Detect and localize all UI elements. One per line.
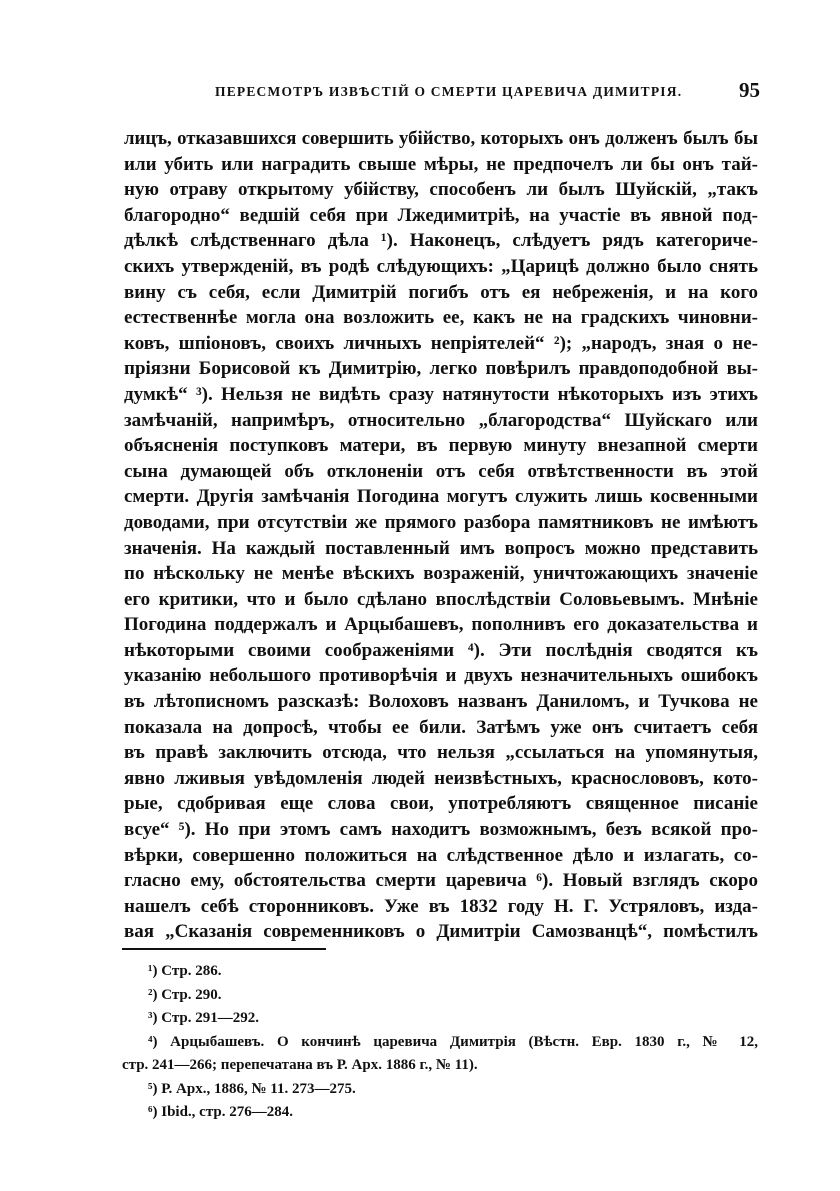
text-line: его критики, что и было сдѣлано впослѣдствіи Соловьевымъ. Мнѣніе — [124, 588, 758, 610]
text-line: указанію небольшого противорѣчія и двухъ незначительныхъ ошибокъ — [124, 665, 758, 687]
text-line: въ правѣ заключить отсюда, что нельзя „ссылаться на упомянутыя, — [124, 742, 758, 764]
text-line: въ лѣтописномъ разсказѣ: Волоховъ названъ Даниломъ, и Тучкова не — [124, 691, 758, 713]
text-line: вину съ себя, если Димитрій погибъ отъ ея небреженія, и на кого — [124, 281, 758, 303]
text-line: сына думающей объ отклоненіи отъ себя отвѣтственности въ этой — [124, 460, 758, 482]
text-line: нѣкоторыми своими соображеніями ⁴). Эти послѣднія сводятся къ — [124, 639, 758, 661]
footnote-continuation: стр. 241—266; перепечатана въ Р. Арх. 1886 г., № 11). — [122, 1057, 478, 1073]
body-text — [124, 126, 758, 945]
text-line: естественнѣе могла она возложить ее, какъ не на градскихъ чиновни- — [124, 307, 758, 329]
text-line: явно лживыя увѣдомленія людей неизвѣстныхъ, краснослововъ, кото- — [124, 767, 758, 789]
text-line: пріязни Борисовой къ Димитрію, легко повѣрилъ правдоподобной вы- — [124, 358, 758, 380]
text-line: всуе“ ⁵). Но при этомъ самъ находитъ возможнымъ, безъ всякой про- — [124, 819, 758, 841]
running-head: ПЕРЕСМОТРЪ ИЗВѢСТІЙ О СМЕРТИ ЦАРЕВИЧА ДИМИТРІЯ. — [215, 84, 683, 99]
text-line: лицъ, отказавшихся совершить убійство, которыхъ онъ долженъ былъ бы — [124, 128, 758, 149]
text-line: значенія. На каждый поставленный имъ вопросъ можно представить — [124, 537, 758, 559]
text-line: по нѣскольку не менѣе вѣскихъ возраженій, уничтожающихъ значеніе — [124, 563, 758, 585]
footnote: ³) Стр. 291—292. — [148, 1010, 260, 1026]
footnote: ²) Стр. 290. — [148, 986, 222, 1003]
text-line: рые, сдобривая еще слова свои, употребляютъ священное писаніе — [124, 793, 758, 815]
text-line: смерти. Другія замѣчанія Погодина могутъ служить лишь косвенными — [124, 486, 758, 508]
text-line: замѣчаній, напримѣръ, относительно „благородства“ Шуйскаго или — [124, 409, 758, 431]
text-line: объясненія поступковъ матери, въ первую минуту внезапной смерти — [124, 435, 758, 457]
footnote: ⁵) Р. Арх., 1886, № 11. 273—275. — [148, 1080, 356, 1097]
text-line: вѣрки, совершенно положиться на слѣдственное дѣло и излагать, со- — [124, 844, 758, 866]
text-line: нашелъ себѣ сторонниковъ. Уже въ 1832 году Н. Г. Устряловъ, издa- — [124, 895, 758, 917]
text-line: ную отраву открытому убійству, способенъ ли былъ Шуйскій, „такъ — [124, 179, 758, 201]
text-line: вая „Сказанія современниковъ о Димитріи Самозванцѣ“, помѣстилъ — [124, 921, 758, 943]
text-line: гласно ему, обстоятельства смерти царевича ⁶). Новый взглядъ скоро — [124, 870, 758, 892]
page-number: 95 — [739, 78, 760, 102]
text-line: благородно“ ведшій себя при Лжедимитріѣ, на участіе въ явной под- — [124, 204, 758, 226]
footnote: ⁶) Ibid., стр. 276—284. — [148, 1104, 293, 1120]
text-line: дѣлкѣ слѣдственнаго дѣла ¹). Наконецъ, слѣдуетъ рядъ категориче- — [124, 230, 758, 252]
text-line: думкѣ“ ³). Нельзя не видѣть сразу натянутости нѣкоторыхъ изъ этихъ — [124, 383, 758, 405]
text-line: Погодина поддержалъ и Арцыбашевъ, пополнивъ его доказательства и — [124, 614, 758, 636]
text-line: скихъ утвержденій, въ родѣ слѣдующихъ: „Царицѣ должно было снять — [124, 255, 758, 277]
footnote: ¹) Стр. 286. — [148, 963, 222, 979]
page-header — [120, 78, 760, 106]
text-line: доводами, при отсутствіи же прямого разбора памятниковъ не имѣютъ — [124, 511, 758, 533]
footnote: ⁴) Арцыбашевъ. О кончинѣ царевича Димитрія (Вѣстн. Евр. 1830 г., № 12, — [148, 1033, 758, 1050]
footnotes — [122, 960, 758, 1125]
footnote-rule — [122, 948, 326, 950]
text-line: показала на допросѣ, чтобы ее били. Затѣмъ уже онъ считаетъ себя — [124, 716, 758, 738]
text-line: ковъ, шпіоновъ, своихъ личныхъ непріятелей“ ²); „народъ, зная о не- — [124, 332, 758, 354]
text-line: или убить или наградить свыше мѣры, не предпочелъ ли бы онъ тай- — [124, 153, 758, 175]
